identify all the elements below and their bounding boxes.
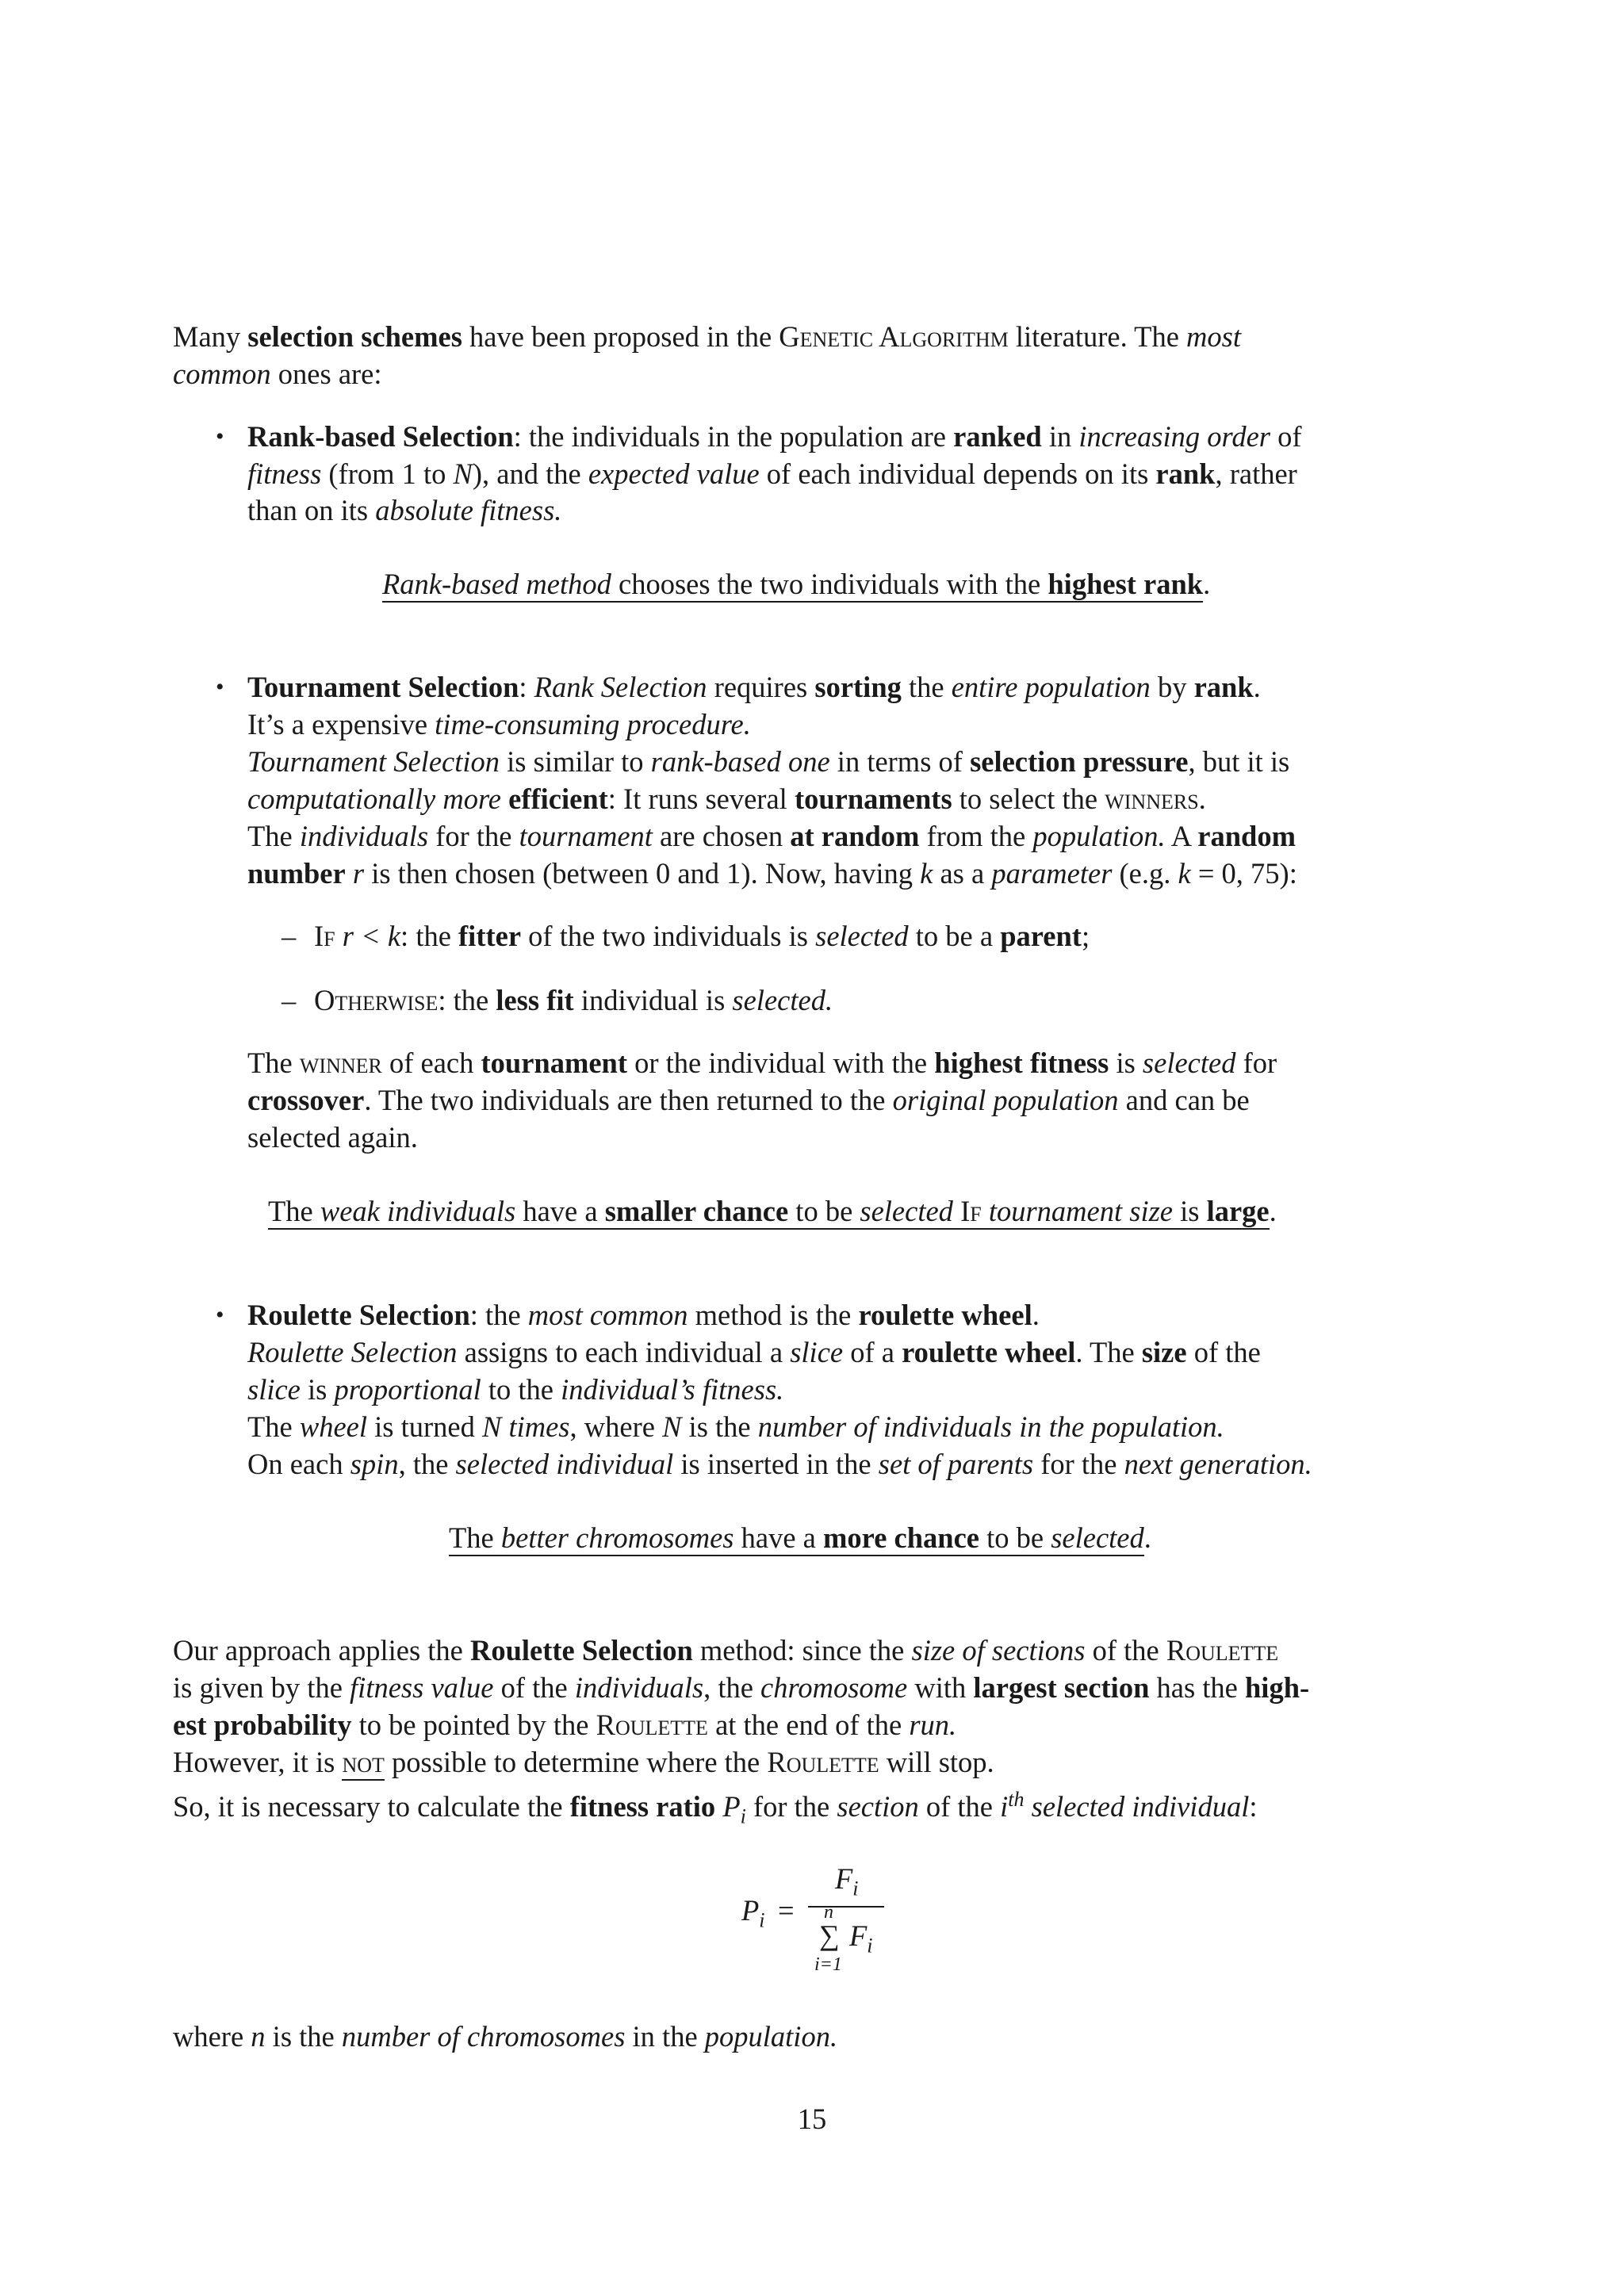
approach-line-1: Our approach applies the Roulette Selection method: since the size of sections of the Roulette bbox=[173, 1634, 1279, 1667]
bullet-tournament: • bbox=[216, 674, 224, 700]
tournament-line-6: number r is then chosen (between 0 and 1). Now, having k as a parameter (e.g. k = 0, 75): bbox=[247, 857, 1297, 890]
tournament-line-9: selected again. bbox=[247, 1121, 418, 1154]
rank-line-2: fitness (from 1 to N), and the expected value of each individual depends on its rank, rather bbox=[247, 457, 1297, 490]
bullet-rank: • bbox=[216, 423, 224, 450]
roulette-rule: The better chromosomes have a more chance to be selected. bbox=[449, 1519, 1151, 1556]
tournament-line-5: The individuals for the tournament are chosen at random from the population. A random bbox=[247, 820, 1296, 852]
approach-line-4: However, it is not possible to determine where the Roulette will stop. bbox=[173, 1743, 994, 1781]
rank-rule: Rank-based method chooses the two individuals with the highest rank. bbox=[382, 565, 1210, 603]
roulette-line-3: slice is proportional to the individual’s fitness. bbox=[247, 1373, 784, 1406]
tournament-dash-1: If r < k: the fitter of the two individuals is selected to be a parent; bbox=[314, 920, 1090, 952]
tournament-rule: The weak individuals have a smaller chance to be selected If tournament size is large. bbox=[268, 1192, 1277, 1230]
rank-line-1: Rank-based Selection: the individuals in the population are ranked in increasing order of bbox=[247, 420, 1302, 453]
roulette-line-5: On each spin, the selected individual is inserted in the set of parents for the next generation. bbox=[247, 1448, 1312, 1480]
approach-line-5: So, it is necessary to calculate the fitness ratio $P_i$ for the section of the $i^{th}$ selected individual: bbox=[173, 1788, 1258, 1828]
tournament-line-4: computationally more efficient: It runs several tournaments to select the winners. bbox=[247, 783, 1206, 815]
tournament-line-2: It’s a expensive time-consuming procedure. bbox=[247, 708, 751, 740]
page-number: 15 bbox=[797, 2103, 827, 2135]
tournament-line-3: Tournament Selection is similar to rank-based one in terms of selection pressure, but it is bbox=[247, 745, 1290, 778]
tournament-line-7: The winner of each tournament or the individual with the highest fitness is selected for bbox=[247, 1047, 1277, 1079]
intro-line-2: common ones are: bbox=[173, 358, 382, 390]
dash-otherwise: – bbox=[282, 984, 297, 1016]
bullet-roulette: • bbox=[216, 1302, 224, 1328]
intro-line-1: Many selection schemes have been proposed in the Genetic Algorithm literature. The most bbox=[173, 320, 1242, 353]
tournament-line-8: crossover. The two individuals are then returned to the original population and can be bbox=[247, 1084, 1250, 1116]
tournament-dash-2: Otherwise: the less fit individual is selected. bbox=[314, 984, 833, 1016]
tournament-line-1: Tournament Selection: Rank Selection requires sorting the entire population by rank. bbox=[247, 671, 1261, 703]
roulette-line-1: Roulette Selection: the most common method is the roulette wheel. bbox=[247, 1299, 1040, 1331]
roulette-line-2: Roulette Selection assigns to each individual a slice of a roulette wheel. The size of the bbox=[247, 1336, 1261, 1368]
fitness-ratio-formula: $P_i$ = $F_i$ n ∑ $F_i$ i=1 bbox=[741, 1860, 900, 1979]
approach-line-3: est probability to be pointed by the Roulette at the end of the run. bbox=[173, 1709, 957, 1741]
dash-if: – bbox=[282, 920, 297, 952]
approach-line-2: is given by the fitness value of the individuals, the chromosome with largest section has the high- bbox=[173, 1671, 1310, 1704]
rank-line-3: than on its absolute fitness. bbox=[247, 494, 562, 526]
where-line: where n is the number of chromosomes in the population. bbox=[173, 2020, 838, 2053]
roulette-line-4: The wheel is turned N times, where N is the number of individuals in the population. bbox=[247, 1410, 1224, 1443]
